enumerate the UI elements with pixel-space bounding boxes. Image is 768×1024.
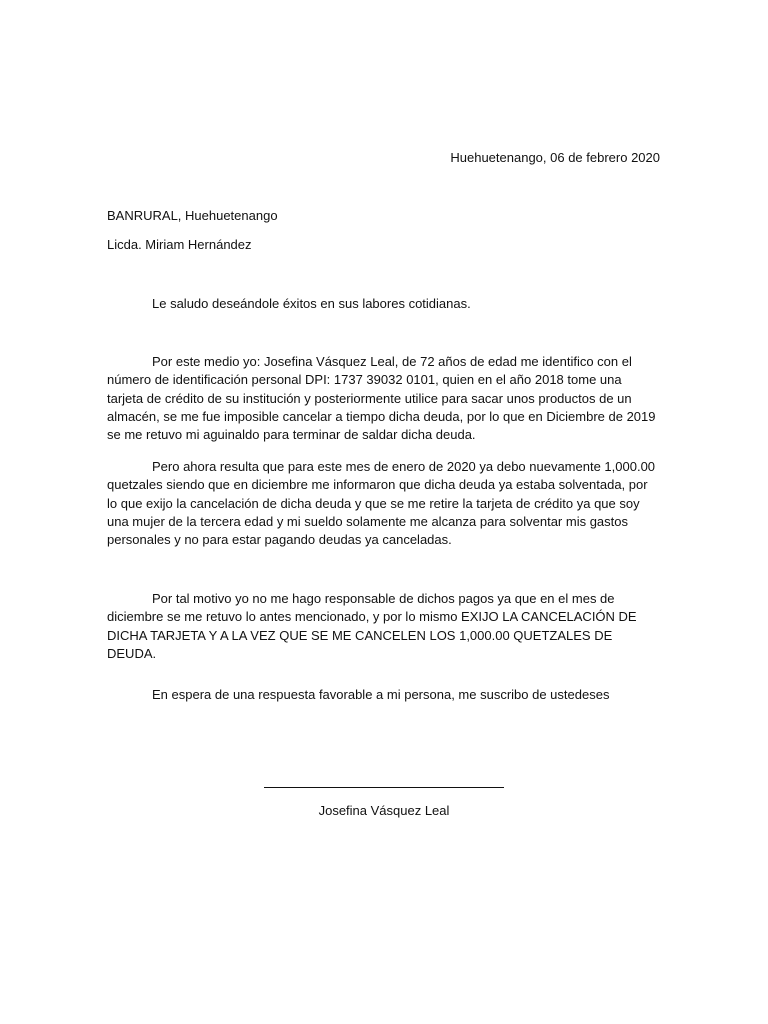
letter-date: Huehuetenango, 06 de febrero 2020 <box>450 150 660 165</box>
recipient-person: Licda. Miriam Hernández <box>107 237 252 252</box>
closing-paragraph: En espera de una respuesta favorable a mi persona, me suscribo de ustedeses <box>152 687 610 702</box>
signature-name: Josefina Vásquez Leal <box>318 803 450 818</box>
signature-line <box>264 787 504 788</box>
greeting-paragraph: Le saludo deseándole éxitos en sus labores cotidianas. <box>152 296 471 311</box>
recipient-organization: BANRURAL, Huehuetenango <box>107 208 278 223</box>
body-paragraph-3: Por tal motivo yo no me hago responsable de dichos pagos ya que en el mes de diciembre se me retuvo lo antes mencionado, y por lo mismo EXIJO LA CANCELACIÓN DE DICHA TARJETA Y A LA VEZ QUE SE ME CANCELEN LOS 1,000.00 QUETZALES DE DEUDA. <box>107 591 637 661</box>
body-paragraph-2: Pero ahora resulta que para este mes de enero de 2020 ya debo nuevamente 1,000.00 quetzales siendo que en diciembre me informaron que dicha deuda ya estaba solventada, por lo que exijo la cancelación de dicha deuda y que se me retire la tarjeta de crédito ya que soy una mujer de la tercera edad y mi sueldo solamente me alcanza para solventar mis gastos personales y no para estar pagando deudas ya canceladas. <box>107 459 656 548</box>
body-paragraph-1: Por este medio yo: Josefina Vásquez Leal, de 72 años de edad me identifico con el número de identificación personal DPI: 1737 39032 0101, quien en el año 2018 tome una tarjeta de crédito de su institución y posteriormente utilice para sacar unos productos de un almacén, se me fue imposible cancelar a tiempo dicha deuda, por lo que en Diciembre de 2019 se me retuvo mi aguinaldo para terminar de saldar dicha deuda. <box>107 354 656 443</box>
